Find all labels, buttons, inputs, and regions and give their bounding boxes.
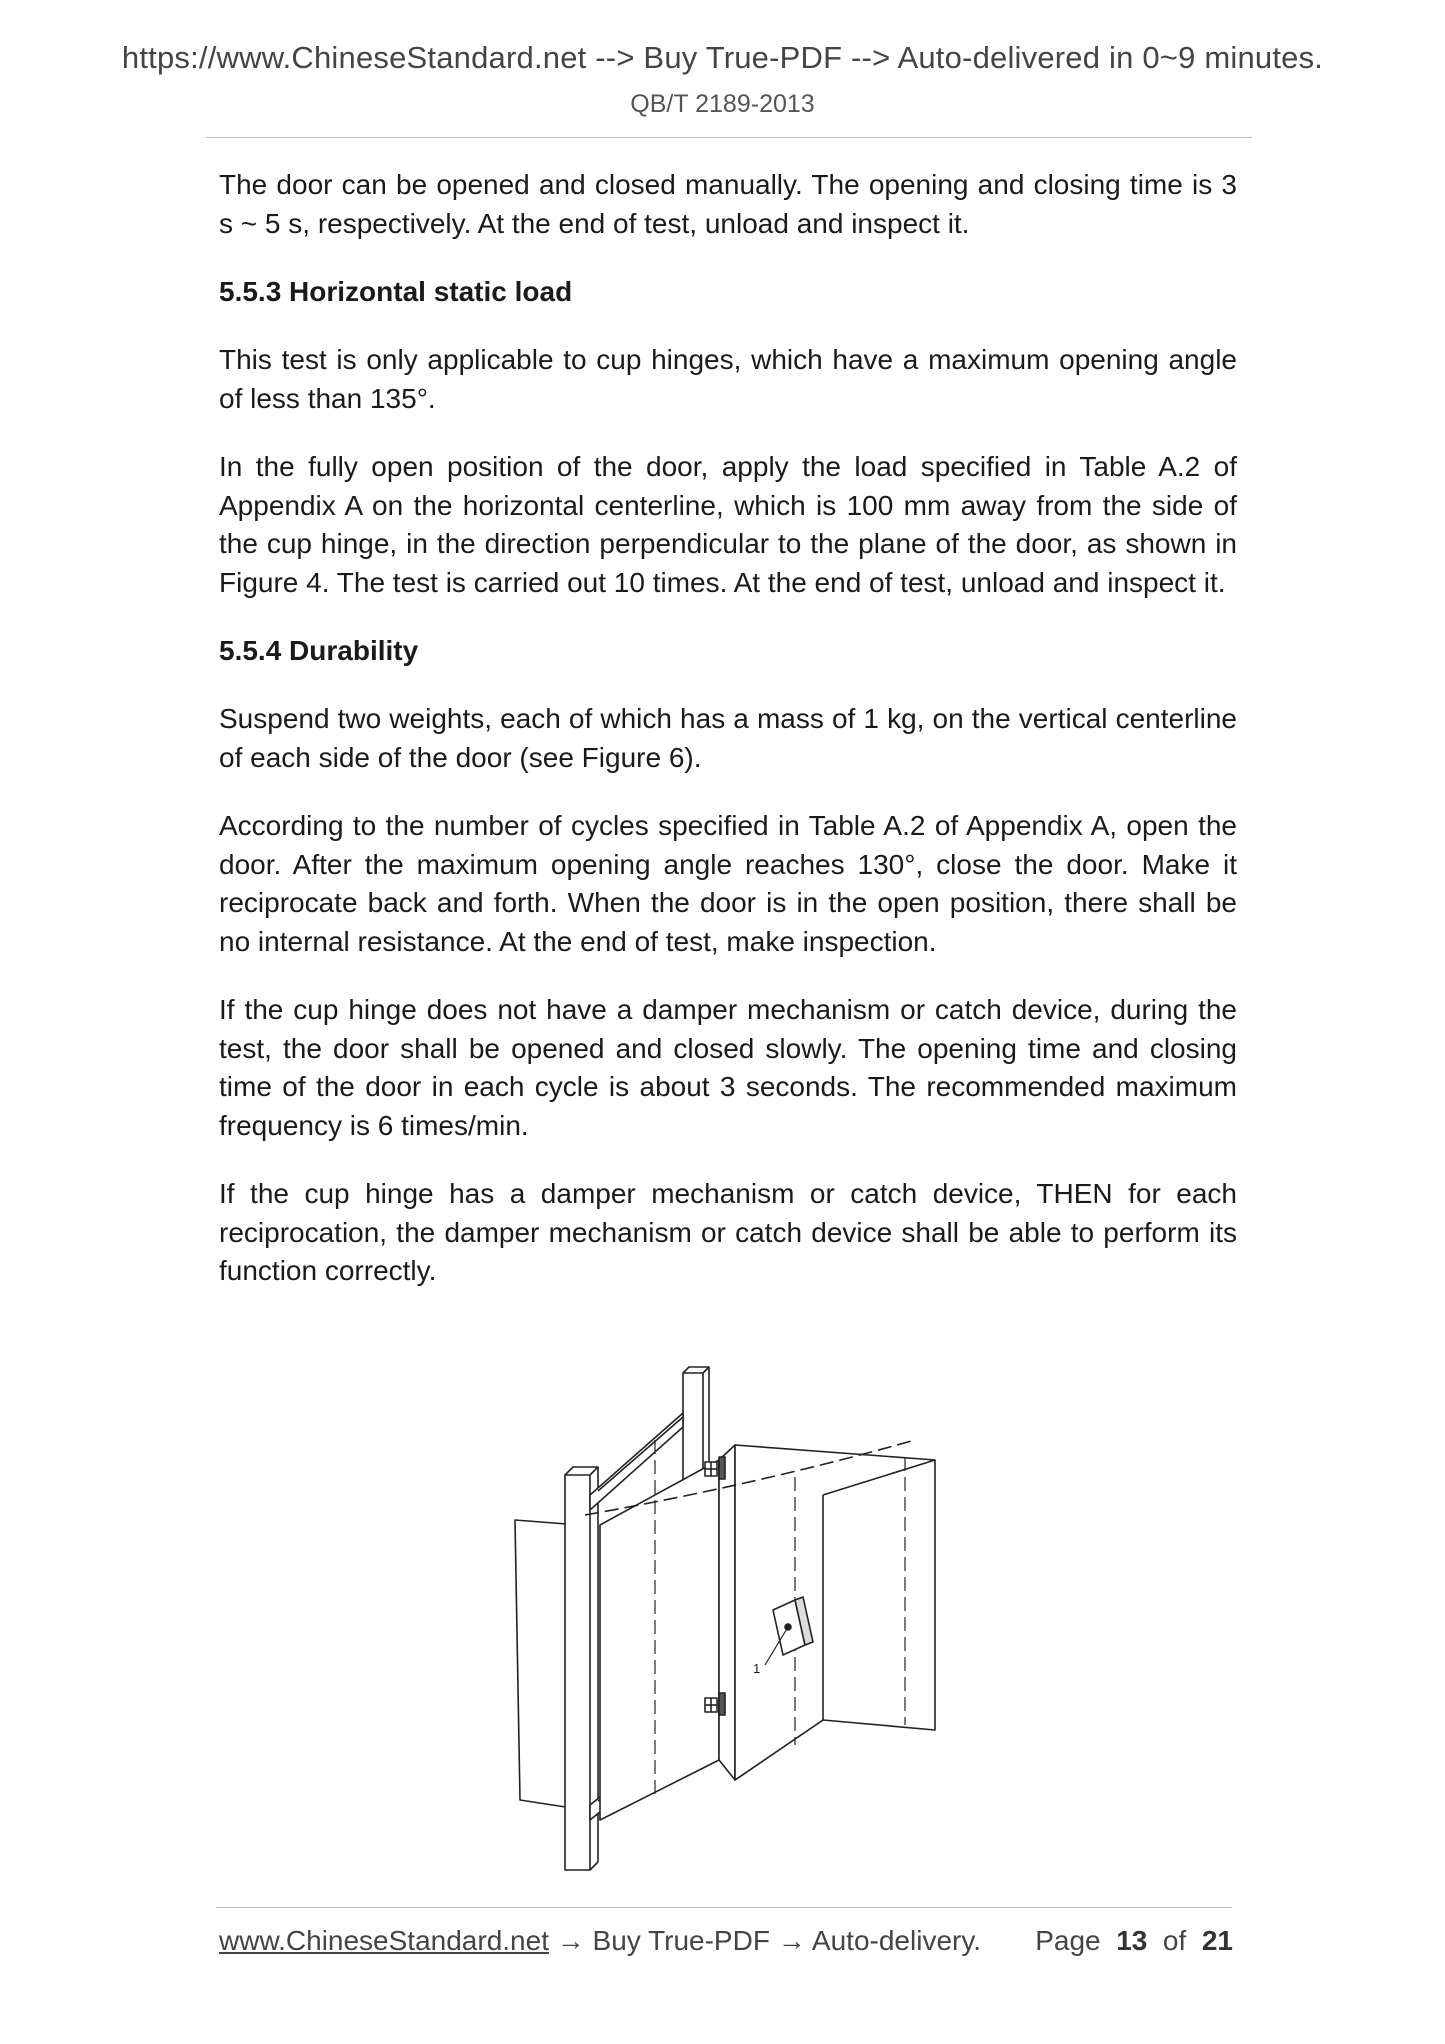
page-total: 21 (1201, 1925, 1233, 1956)
footer-promo (219, 1925, 981, 1957)
paragraph-with-damper: If the cup hinge has a damper mechanism or catch device, THEN for each reciprocation, the damper mechanism or catch device shall be able to perform its function correctly. (219, 1178, 1237, 1286)
footer-divider (216, 1907, 1232, 1908)
paragraph-cycles: According to the number of cycles specified in Table A.2 of Appendix A, open the door. After the maximum opening angle reaches 130°, close the door. Make it reciprocate back and forth. When the door is in the open position, there shall be no internal resistance. At the end of test, make inspection. (219, 810, 1237, 957)
section-heading-5-5-3: 5.5.3 Horizontal static load (219, 276, 573, 307)
header-divider (206, 137, 1252, 138)
footer-site-link[interactable]: www.ChineseStandard.net (219, 1925, 549, 1956)
of-word: of (1162, 1925, 1187, 1956)
header-banner: https://www.ChineseStandard.net --> Buy True-PDF --> Auto-delivered in 0~9 minutes. (121, 40, 1324, 75)
footer-promo-text: → Buy True-PDF → Auto-delivery. (548, 1925, 982, 1956)
upper-hinge (705, 1457, 725, 1479)
front-post (565, 1475, 590, 1870)
page-footer (219, 1925, 1233, 1961)
document-body (219, 166, 1237, 1321)
figure-cup-hinge-durability-test (505, 1365, 945, 1875)
callout-1: 1 (753, 1661, 761, 1676)
page-current: 13 (1116, 1925, 1148, 1956)
paragraph-suspend-weights: Suspend two weights, each of which has a mass of 1 kg, on the vertical centerline of each side of the door (see Figure 6). (219, 703, 1237, 773)
cabinet-side-panel (600, 1460, 719, 1820)
paragraph-load-application: In the fully open position of the door, apply the load specified in Table A.2 of Appendix A on the horizontal centerline, which is 100 mm away from the side of the cup hinge, in the direction perpendicular to the plane of the door, as shown in Figure 4. The test is carried out 10 times. At the end of test, unload and inspect it. (219, 451, 1237, 598)
section-heading-5-5-4: 5.5.4 Durability (219, 635, 419, 666)
paragraph-applicability: This test is only applicable to cup hinges, which have a maximum opening angle of less than 135°. (219, 344, 1237, 414)
door-panel-2 (735, 1445, 935, 1780)
page-word: Page (1035, 1925, 1101, 1956)
page-indicator (1035, 1925, 1233, 1957)
standard-code: QB/T 2189-2013 (630, 90, 815, 118)
paragraph-no-damper: If the cup hinge does not have a damper mechanism or catch device, during the test, the door shall be opened and closed slowly. The opening time and closing time of the door in each cycle is about 3 seconds. The recommended maximum frequency is 6 times/min. (219, 994, 1237, 1141)
paragraph-door-manual: The door can be opened and closed manually. The opening and closing time is 3 s ~ 5 s, respectively. At the end of test, unload and inspect it. (219, 169, 1237, 239)
